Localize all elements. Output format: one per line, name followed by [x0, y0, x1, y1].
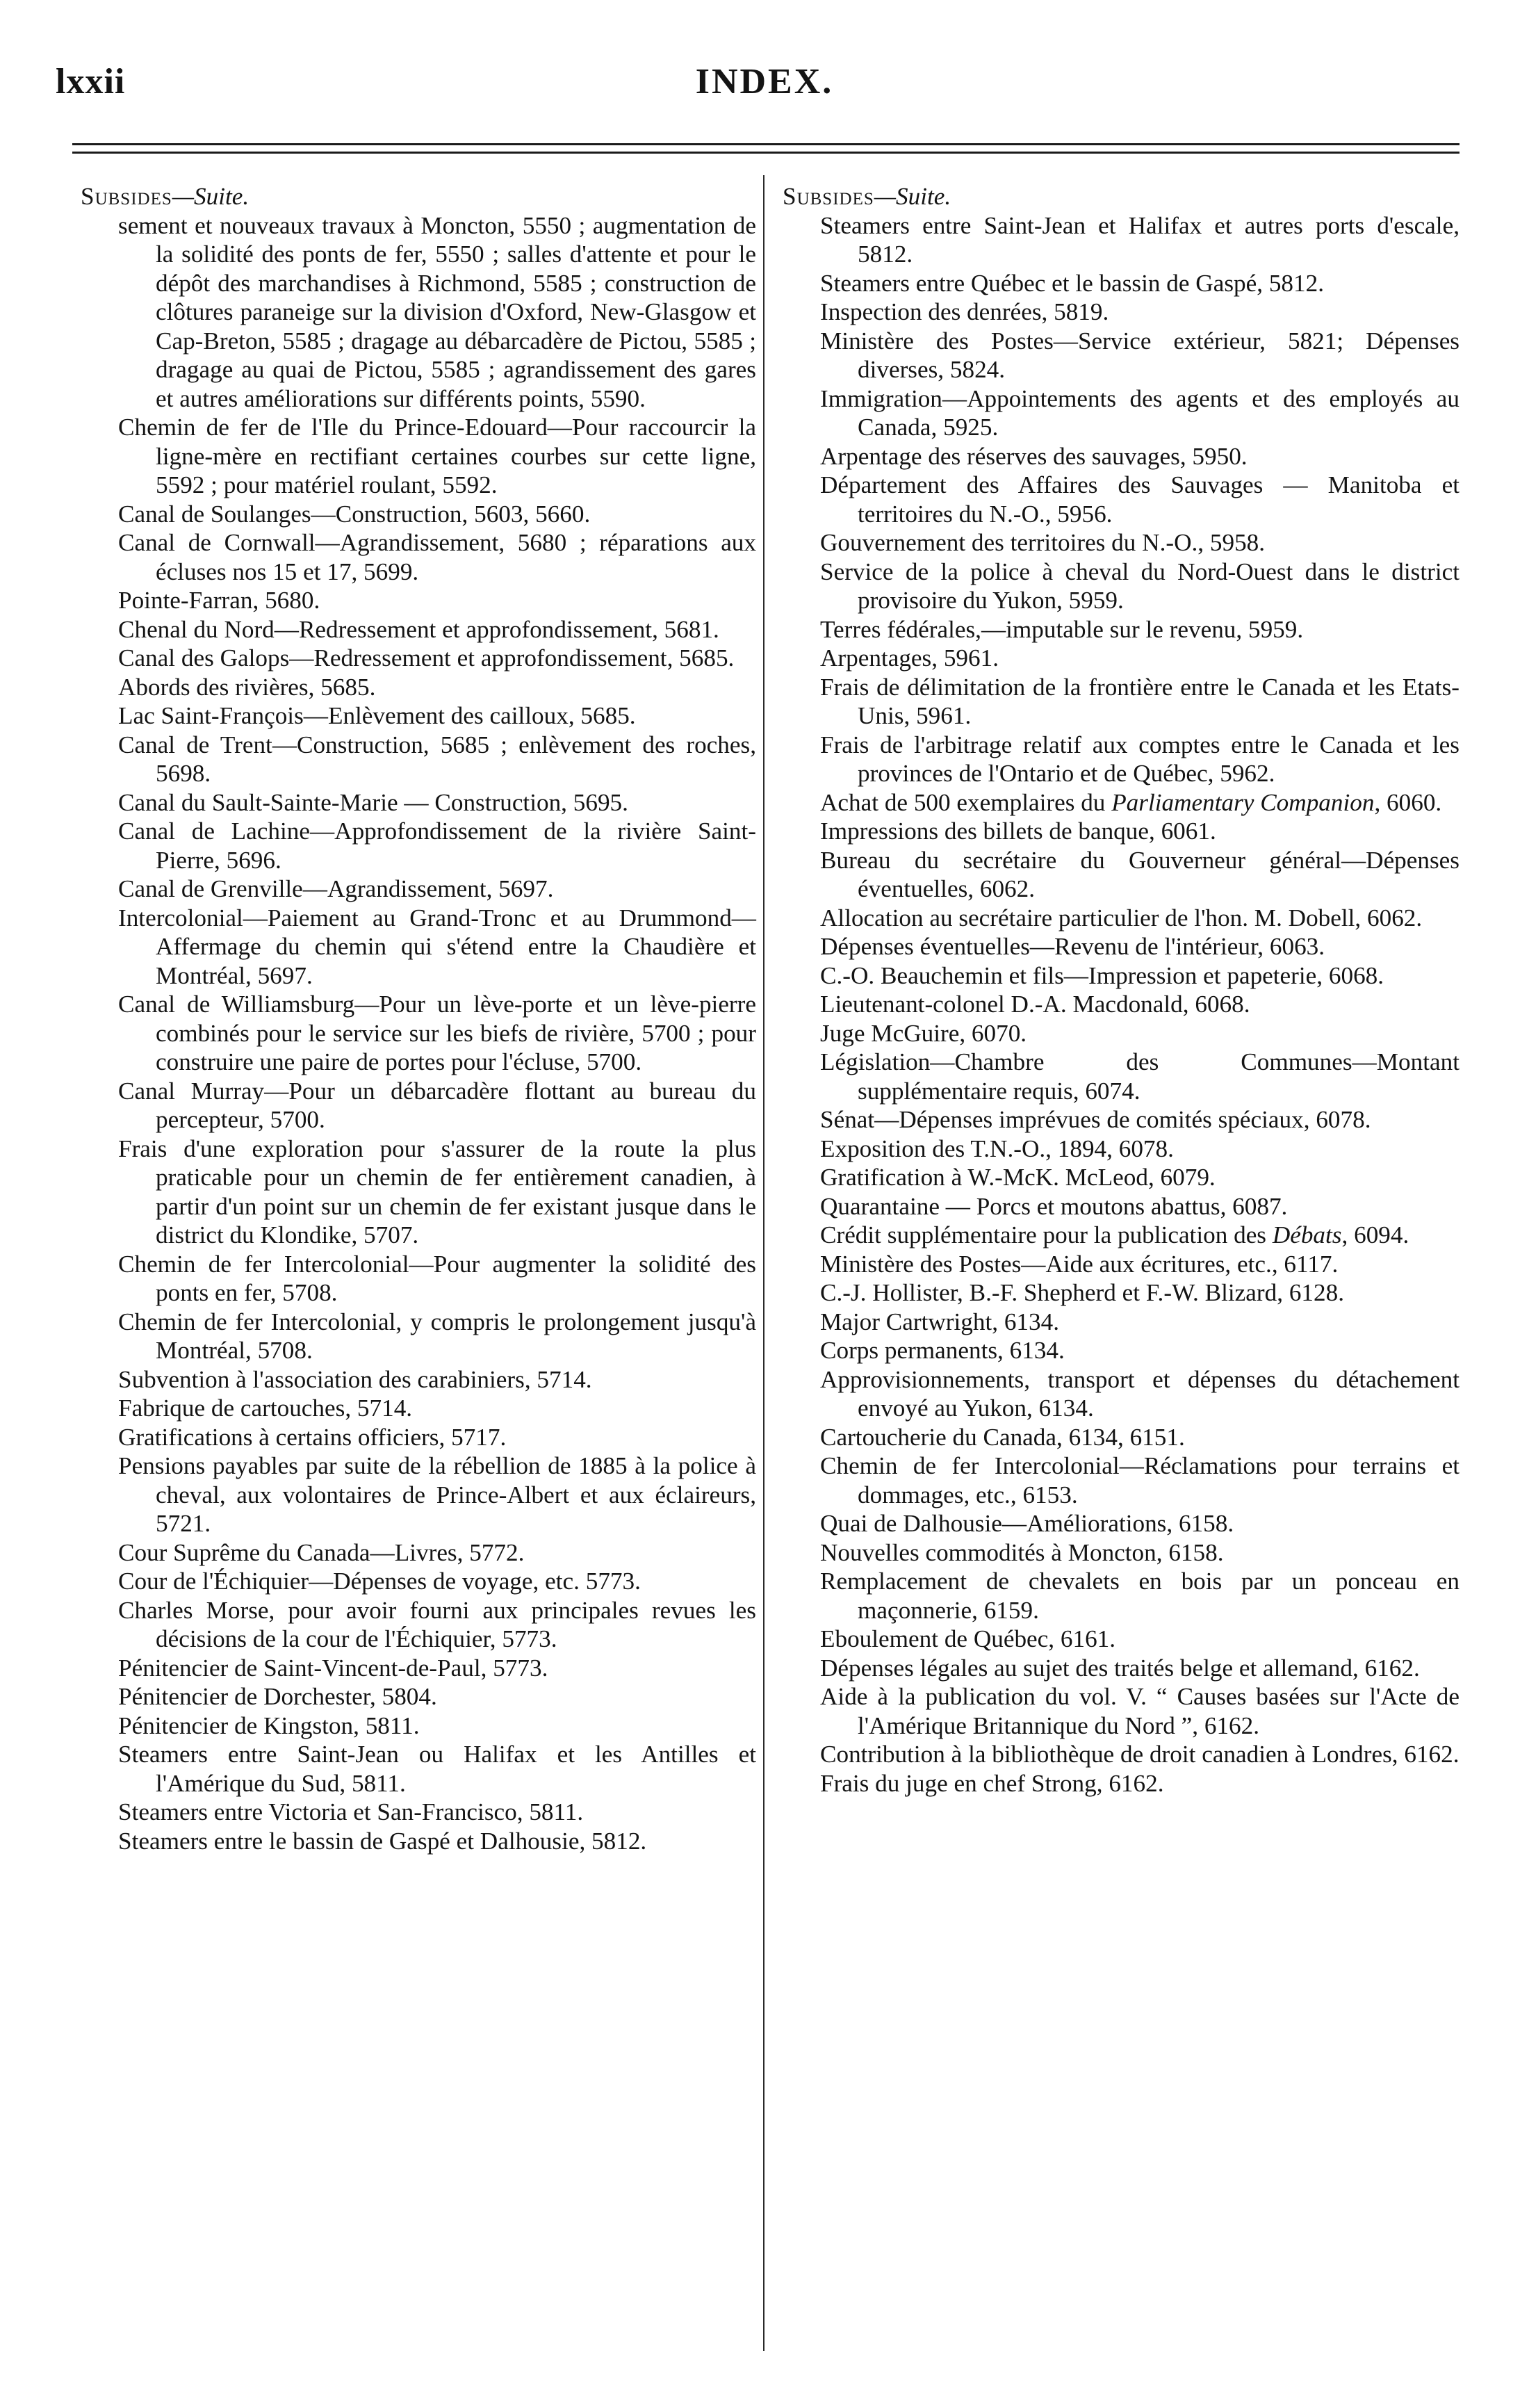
index-entry: Gouvernement des territoires du N.-O., 5958.: [820, 529, 1266, 556]
running-head: INDEX.: [695, 62, 834, 101]
index-entry: Aide à la publication du vol. V. “ Causes basées sur l'Acte de l'Amérique Britannique du Nord ”, 6162.: [820, 1683, 1460, 1739]
heading-main: Subsides: [81, 183, 172, 210]
index-entry: Cartoucherie du Canada, 6134, 6151.: [820, 1423, 1185, 1451]
index-entry: Impressions des billets de banque, 6061.: [820, 817, 1216, 845]
index-entry: Canal des Galops—Redressement et approfondissement, 5685.: [118, 644, 735, 672]
index-entry: Arpentage des réserves des sauvages, 5950.: [820, 442, 1248, 470]
index-entry: Frais du juge en chef Strong, 6162.: [820, 1769, 1164, 1797]
index-entry: Gratification à W.-McK. McLeod, 6079.: [820, 1164, 1216, 1191]
index-entry: Canal de Soulanges—Construction, 5603, 5660.: [118, 500, 591, 528]
index-entry: Canal de Lachine—Approfondissement de la rivière Saint-Pierre, 5696.: [118, 817, 756, 874]
index-entry: Steamers entre Québec et le bassin de Gaspé, 5812.: [820, 269, 1325, 297]
index-entry: Arpentages, 5961.: [820, 644, 999, 672]
index-entry: Intercolonial—Paiement au Grand-Tronc et au Drummond—Affermage du chemin qui s'étend entre la Chaudière et Montréal, 5697.: [118, 904, 756, 989]
index-entry: Législation—Chambre des Communes—Montant supplémentaire requis, 6074.: [820, 1048, 1460, 1105]
index-entry: Achat de 500 exemplaires du Parliamentary Companion, 6060.: [820, 788, 1442, 816]
index-entry: Pénitencier de Kingston, 5811.: [118, 1711, 420, 1739]
index-entry: Canal du Sault-Sainte-Marie — Construction, 5695.: [118, 788, 628, 816]
index-entry: Remplacement de chevalets en bois par un ponceau en maçonnerie, 6159.: [820, 1568, 1460, 1624]
index-entry: Canal de Cornwall—Agrandissement, 5680 ; réparations aux écluses nos 15 et 17, 5699.: [118, 529, 756, 585]
index-entry: Terres fédérales,—imputable sur le revenu, 5959.: [820, 615, 1304, 643]
index-entry: Steamers entre le bassin de Gaspé et Dalhousie, 5812.: [118, 1827, 647, 1855]
right-column: [783, 182, 1460, 1798]
column-divider: [763, 175, 764, 2351]
index-entry: Quarantaine — Porcs et moutons abattus, 6087.: [820, 1192, 1288, 1220]
index-entry: Pointe-Farran, 5680.: [118, 587, 320, 614]
index-entry: Bureau du secrétaire du Gouverneur général—Dépenses éventuelles, 6062.: [820, 846, 1460, 902]
index-entry: Chemin de fer Intercolonial, y compris le prolongement jusqu'à Montréal, 5708.: [118, 1308, 756, 1364]
index-entry: Chemin de fer Intercolonial—Réclamations pour terrains et dommages, etc., 6153.: [820, 1452, 1460, 1508]
index-entry: Canal Murray—Pour un débarcadère flottant au bureau du percepteur, 5700.: [118, 1077, 756, 1133]
index-entry: Département des Affaires des Sauvages — Manitoba et territoires du N.-O., 5956.: [820, 471, 1460, 528]
index-entry: Frais de l'arbitrage relatif aux comptes entre le Canada et les provinces de l'Ontario et de Québec, 5962.: [820, 731, 1460, 787]
index-entry: Ministère des Postes—Service extérieur, 5821; Dépenses diverses, 5824.: [820, 327, 1460, 383]
index-entry: Inspection des denrées, 5819.: [820, 298, 1109, 325]
index-entry: Steamers entre Victoria et San-Francisco, 5811.: [118, 1798, 584, 1825]
index-entry: Crédit supplémentaire pour la publication des Débats, 6094.: [820, 1221, 1409, 1248]
header-rule-bottom: [72, 152, 1460, 154]
index-entry: Subvention à l'association des carabiniers, 5714.: [118, 1365, 592, 1393]
left-column-heading: [81, 182, 756, 211]
page-number: lxxii: [56, 62, 126, 101]
index-entry: Eboulement de Québec, 6161.: [820, 1625, 1116, 1652]
index-entry: Pénitencier de Dorchester, 5804.: [118, 1683, 437, 1710]
index-entry: Immigration—Appointements des agents et des employés au Canada, 5925.: [820, 384, 1460, 441]
index-entry: Charles Morse, pour avoir fourni aux principales revues les décisions de la cour de l'Échiquier, 5773.: [118, 1596, 756, 1652]
index-entry: Pensions payables par suite de la rébellion de 1885 à la police à cheval, aux volontaires de Prince-Albert et aux éclaireurs, 5721.: [118, 1452, 756, 1537]
index-entry: Lac Saint-François—Enlèvement des cailloux, 5685.: [118, 702, 636, 729]
index-entry: Dépenses éventuelles—Revenu de l'intérieur, 6063.: [820, 933, 1325, 960]
header-rule-top: [72, 143, 1460, 145]
index-entry: Approvisionnements, transport et dépenses du détachement envoyé au Yukon, 6134.: [820, 1365, 1460, 1422]
index-entry: Contribution à la bibliothèque de droit canadien à Londres, 6162.: [820, 1741, 1460, 1768]
index-entry: Corps permanents, 6134.: [820, 1337, 1065, 1364]
index-entry: Ministère des Postes—Aide aux écritures, etc., 6117.: [820, 1250, 1339, 1278]
index-entry: Cour de l'Échiquier—Dépenses de voyage, etc. 5773.: [118, 1568, 641, 1595]
index-entry: Steamers entre Saint-Jean ou Halifax et les Antilles et l'Amérique du Sud, 5811.: [118, 1741, 756, 1797]
index-entry: Quai de Dalhousie—Améliorations, 6158.: [820, 1510, 1234, 1537]
index-entry: Canal de Williamsburg—Pour un lève-porte et un lève-pierre combinés pour le service sur les biefs de rivière, 5700 ; pour construire une paire de portes pour l'écluse, 5700.: [118, 991, 756, 1075]
index-entry: Juge McGuire, 6070.: [820, 1019, 1027, 1047]
heading-suffix: —Suite.: [874, 183, 951, 210]
index-entry: Gratifications à certains officiers, 5717.: [118, 1423, 507, 1451]
index-entry: Exposition des T.N.-O., 1894, 6078.: [820, 1134, 1174, 1162]
page-header: [0, 0, 1529, 146]
index-entry: Sénat—Dépenses imprévues de comités spéciaux, 6078.: [820, 1106, 1371, 1133]
index-entry: Lieutenant-colonel D.-A. Macdonald, 6068.: [820, 991, 1250, 1018]
index-entry: Dépenses légales au sujet des traités belge et allemand, 6162.: [820, 1654, 1420, 1682]
index-entry: Service de la police à cheval du Nord-Ouest dans le district provisoire du Yukon, 5959.: [820, 558, 1460, 614]
index-entry: Steamers entre Saint-Jean et Halifax et autres ports d'escale, 5812.: [820, 211, 1460, 268]
index-entry: C.-J. Hollister, B.-F. Shepherd et F.-W. Blizard, 6128.: [820, 1279, 1344, 1306]
index-entry: sement et nouveaux travaux à Moncton, 5550 ; augmentation de la solidité des ponts de fer, 5550 ; salles d'attente et pour le dépôt des marchandises à Richmond, 5585 ; construction de clôtures paraneige sur la division d'Oxford, New-Glasgow et Cap-Breton, 5585 ; dragage au débarcadère de Pictou, 5585 ; dragage au quai de Pictou, 5585 ; agrandissement des gares et autres améliorations sur différents points, 5590.: [118, 211, 756, 412]
index-entry: Chemin de fer de l'Ile du Prince-Edouard—Pour raccourcir la ligne-mère en rectifiant certaines courbes sur cette ligne, 5592 ; pour matériel roulant, 5592.: [118, 414, 756, 498]
index-entry: Cour Suprême du Canada—Livres, 5772.: [118, 1538, 525, 1566]
index-entry: Nouvelles commodités à Moncton, 6158.: [820, 1538, 1224, 1566]
index-entry: Chenal du Nord—Redressement et approfondissement, 5681.: [118, 615, 719, 643]
index-entry: Allocation au secrétaire particulier de l'hon. M. Dobell, 6062.: [820, 904, 1423, 932]
index-entry: Pénitencier de Saint-Vincent-de-Paul, 5773.: [118, 1654, 548, 1682]
index-entry: Fabrique de cartouches, 5714.: [118, 1394, 413, 1422]
heading-suffix: —Suite.: [172, 183, 250, 210]
index-entry: Canal de Trent—Construction, 5685 ; enlèvement des roches, 5698.: [118, 731, 756, 787]
index-entry: Chemin de fer Intercolonial—Pour augmenter la solidité des ponts en fer, 5708.: [118, 1250, 756, 1306]
index-entry: C.-O. Beauchemin et fils—Impression et papeterie, 6068.: [820, 961, 1384, 989]
index-entry: Major Cartwright, 6134.: [820, 1308, 1060, 1335]
index-entry: Frais de délimitation de la frontière entre le Canada et les Etats-Unis, 5961.: [820, 673, 1460, 729]
left-column: [81, 182, 756, 1855]
index-entry: Abords des rivières, 5685.: [118, 673, 376, 701]
index-entry: Canal de Grenville—Agrandissement, 5697.: [118, 875, 554, 902]
heading-main: Subsides: [783, 183, 874, 210]
index-entry: Frais d'une exploration pour s'assurer de la route la plus praticable pour un chemin de fer entièrement canadien, à partir d'un point sur un chemin de fer existant jusque dans le district du Klondike, 5707.: [118, 1134, 756, 1248]
right-column-heading: [783, 182, 1460, 211]
